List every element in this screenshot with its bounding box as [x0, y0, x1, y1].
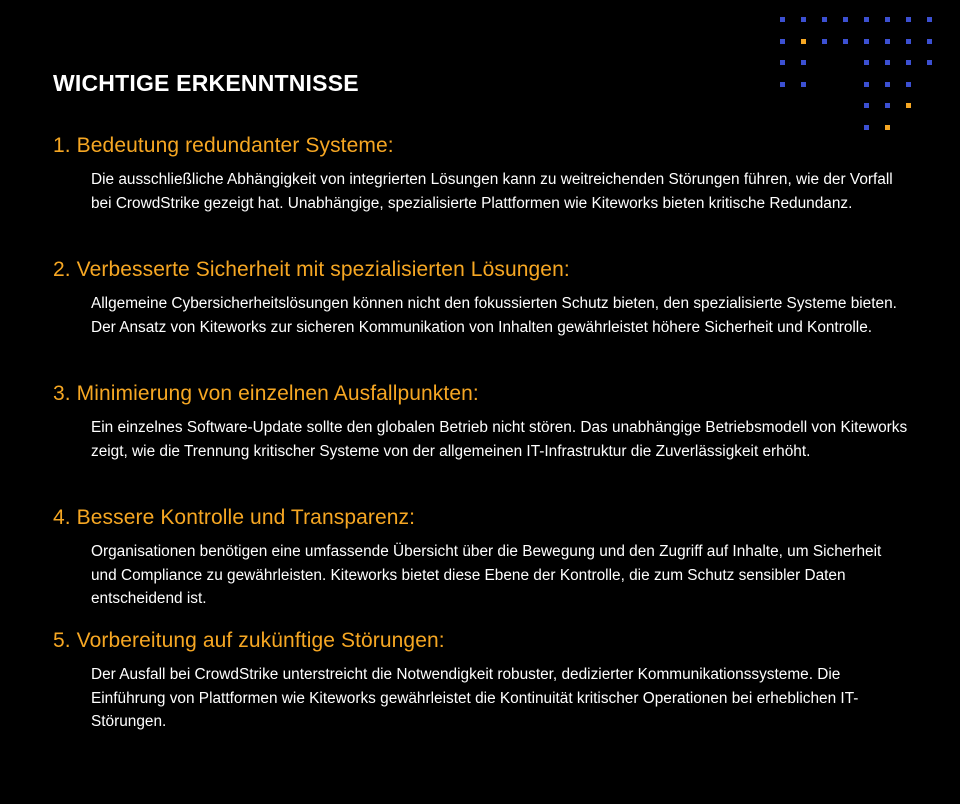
decorative-dot [927, 39, 932, 44]
takeaway-title: 1. Bedeutung redundanter Systeme: [53, 134, 394, 157]
takeaway-3 [53, 381, 923, 463]
decorative-dot [843, 17, 848, 22]
decorative-dot [780, 60, 785, 65]
takeaway-title: 2. Verbesserte Sicherheit mit spezialisierten Lösungen: [53, 258, 570, 281]
takeaway-body: Die ausschließliche Abhängigkeit von integrierten Lösungen kann zu weitreichenden Störungen führen, wie der Vorfall bei CrowdStrike gezeigt hat. Unabhängige, spezialisierte Plattformen wie Kiteworks bieten kritische Redundanz. [91, 171, 893, 212]
decorative-dot [801, 82, 806, 87]
decorative-dot [927, 60, 932, 65]
decorative-dot [864, 39, 869, 44]
decorative-dot [822, 17, 827, 22]
takeaway-title: 5. Vorbereitung auf zukünftige Störungen: [53, 629, 445, 652]
page-title: WICHTIGE ERKENNTNISSE [53, 70, 359, 96]
decorative-dot [906, 82, 911, 87]
takeaway-body: Der Ausfall bei CrowdStrike unterstreicht die Notwendigkeit robuster, dedizierter Kommunikationssysteme. Die Einführung von Plattformen wie Kiteworks gewährleistet die Kontinuität kritischer Operationen bei erheblichen IT-Störungen. [91, 666, 859, 730]
takeaway-2 [53, 257, 923, 339]
decorative-dot [801, 60, 806, 65]
takeaway-title: 3. Minimierung von einzelnen Ausfallpunkten: [53, 382, 479, 405]
decorative-dot [801, 39, 806, 44]
decorative-dot [780, 17, 785, 22]
decorative-dot [885, 125, 890, 130]
decorative-dot [822, 39, 827, 44]
takeaway-5 [53, 628, 923, 734]
takeaway-title: 4. Bessere Kontrolle und Transparenz: [53, 506, 416, 529]
decorative-dot [885, 17, 890, 22]
takeaway-body: Organisationen benötigen eine umfassende Übersicht über die Bewegung und den Zugriff auf Inhalte, um Sicherheit und Compliance zu gewährleisten. Kiteworks bietet diese Ebene der Kontrolle, die zum Schutz sensibler Daten entscheidend ist. [91, 543, 882, 607]
decorative-dot [864, 125, 869, 130]
takeaway-4 [53, 505, 923, 611]
decorative-dot [885, 82, 890, 87]
takeaway-body: Ein einzelnes Software-Update sollte den globalen Betrieb nicht stören. Das unabhängige Betriebsmodell von Kiteworks zeigt, wie die Trennung kritischer Systeme von der allgemeinen IT-Infrastruktur die Zuverlässigkeit erhöht. [91, 419, 908, 460]
decorative-dot [801, 17, 806, 22]
decorative-dot [885, 39, 890, 44]
decorative-dot [864, 103, 869, 108]
decorative-dot [906, 103, 911, 108]
decorative-dot [927, 17, 932, 22]
decorative-dot [780, 39, 785, 44]
decorative-dot [864, 82, 869, 87]
decorative-dot [864, 17, 869, 22]
decorative-dot [864, 60, 869, 65]
decorative-dot [906, 39, 911, 44]
takeaway-1 [53, 133, 923, 215]
takeaway-body: Allgemeine Cybersicherheitslösungen können nicht den fokussierten Schutz bieten, den spezialisierte Systeme bieten. Der Ansatz von Kiteworks zur sicheren Kommunikation von Inhalten gewährleistet höhere Sicherheit und Kontrolle. [91, 295, 897, 336]
decorative-dot [780, 82, 785, 87]
decorative-dot [885, 103, 890, 108]
decorative-dot [843, 39, 848, 44]
decorative-dot [906, 60, 911, 65]
decorative-dot [885, 60, 890, 65]
decorative-dot [906, 17, 911, 22]
